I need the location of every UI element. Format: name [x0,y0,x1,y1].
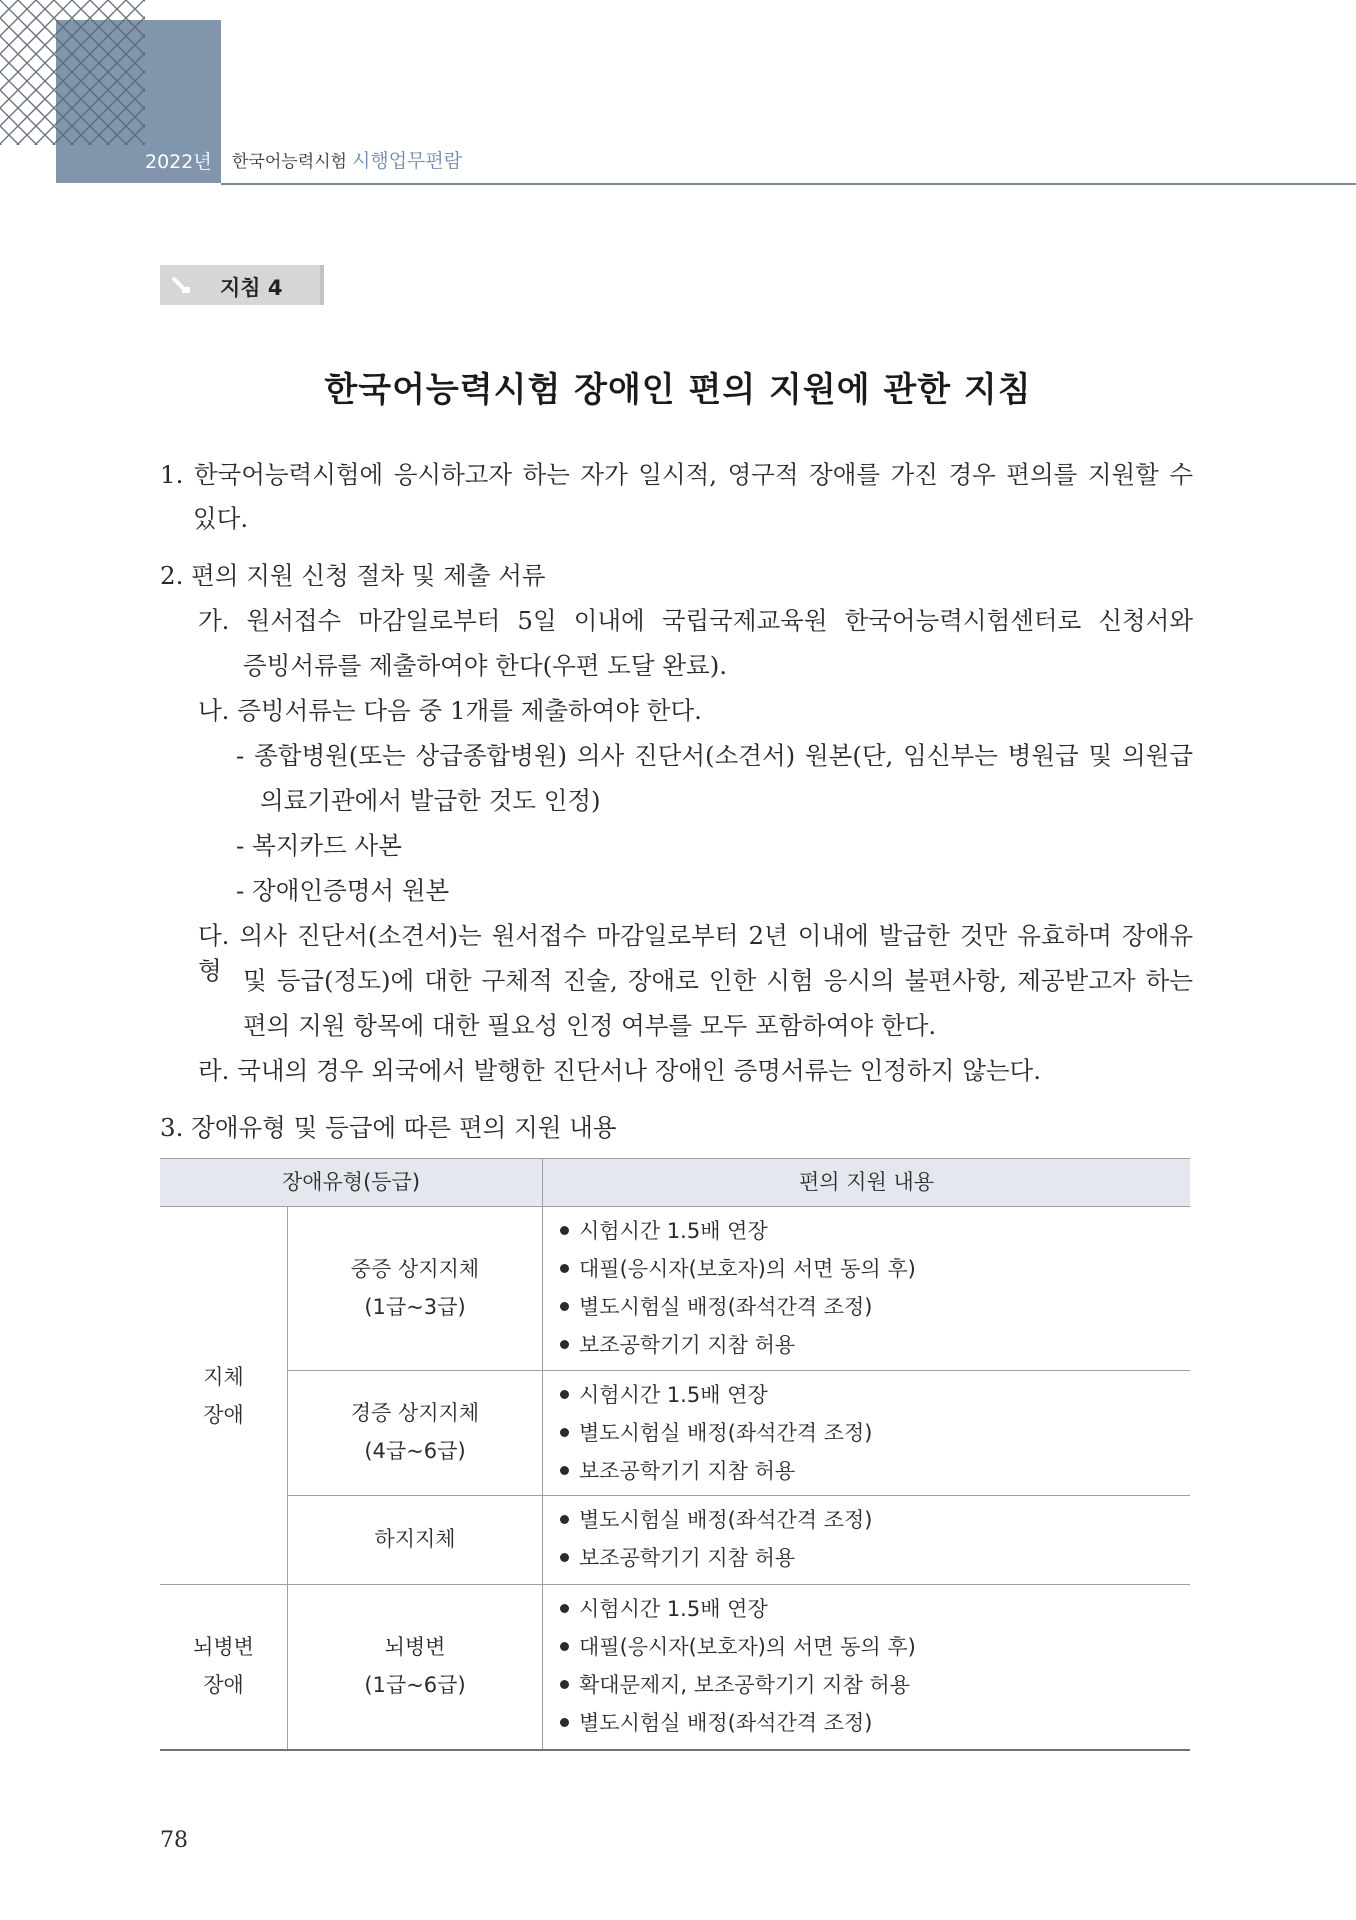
bullet-icon [560,1515,569,1524]
bullet-icon [560,1680,569,1689]
section-2-title: 2. 편의 지원 신청 절차 및 제출 서류 [160,561,546,590]
bullet-icon [560,1226,569,1235]
section-2-na-dash-3: - 장애인증명서 원본 [236,876,450,905]
bullet-icon [560,1718,569,1727]
group-2-label-line-2: 장애 [203,1673,244,1697]
row-2-subtype [288,1394,542,1470]
list-item: 시험시간 1.5배 연장 [560,1212,916,1250]
list-item: 별도시험실 배정(좌석간격 조정) [560,1414,872,1452]
guideline-tag [160,265,324,305]
table-column-divider [542,1158,543,1751]
bullet-icon [560,1642,569,1651]
list-item: 별도시험실 배정(좌석간격 조정) [560,1704,916,1742]
row-3-support-list [560,1501,872,1577]
bullet-icon [560,1390,569,1399]
row-divider-1 [287,1370,1190,1371]
section-2-da-line-3: 편의 지원 항목에 대한 필요성 인정 여부를 모두 포함하여야 한다. [243,1011,937,1040]
corner-arrow-icon [170,275,192,295]
list-item: 시험시간 1.5배 연장 [560,1590,916,1628]
group-1-label-line-1: 지체 [203,1365,244,1389]
list-item: 보조공학기기 지참 허용 [560,1326,916,1364]
bullet-icon [560,1302,569,1311]
list-item: 대필(응시자(보호자)의 서면 동의 후) [560,1628,916,1666]
support-table [160,1158,1190,1751]
list-item: 보조공학기기 지참 허용 [560,1452,872,1490]
row-1-subtype-line-2: (1급~3급) [364,1295,466,1319]
group-brain-lesion-disability [160,1628,287,1704]
list-item: 대필(응시자(보호자)의 서면 동의 후) [560,1250,916,1288]
group-physical-disability [160,1358,287,1434]
row-1-support-list [560,1212,916,1364]
group-divider [160,1584,1190,1585]
guideline-tag-label: 지침 4 [220,276,283,300]
section-2-ra: 라. 국내의 경우 외국에서 발행한 진단서나 장애인 증명서류는 인정하지 않는다. [198,1056,1042,1085]
row-1-subtype [288,1250,542,1326]
header-title: 한국어능력시험 [232,152,347,172]
section-2-na-dash-1-line-1: - 종합병원(또는 상급종합병원) 의사 진단서(소견서) 원본(단, 임신부는 병원급 및 의원급 [236,741,1193,770]
row-divider-2 [287,1495,1190,1496]
bullet-icon [560,1340,569,1349]
section-2-ga-line-2: 증빙서류를 제출하여야 한다(우편 도달 완료). [243,651,728,680]
bullet-icon [560,1264,569,1273]
document-title: 한국어능력시험 장애인 편의 지원에 관한 지침 [324,370,1032,410]
row-4-subtype-line-1: 뇌병변 [384,1635,446,1659]
section-1-line-2: 있다. [193,504,249,533]
list-item: 보조공학기기 지참 허용 [560,1539,872,1577]
header-year: 2022년 [145,151,212,173]
bullet-icon [560,1466,569,1475]
header-rule [221,183,1356,185]
section-3-title: 3. 장애유형 및 등급에 따른 편의 지원 내용 [160,1113,617,1142]
row-4-support-list [560,1590,916,1742]
section-2-na-dash-1-line-2: 의료기관에서 발급한 것도 인정) [260,786,601,815]
bullet-icon [560,1553,569,1562]
table-header-type: 장애유형(등급) [281,1170,421,1194]
row-3-subtype: 하지지체 [374,1527,456,1551]
section-2-da-line-1: 다. 의사 진단서(소견서)는 원서접수 마감일로부터 2년 이내에 발급한 것만 유효하며 장애유형 [198,921,1193,985]
section-2-ga-line-1: 가. 원서접수 마감일로부터 5일 이내에 국립국제교육원 한국어능력시험센터로 신청서와 [198,606,1193,635]
list-item: 확대문제지, 보조공학기기 지참 허용 [560,1666,916,1704]
section-2-na-dash-2: - 복지카드 사본 [236,831,402,860]
row-2-subtype-line-1: 경증 상지지체 [350,1401,480,1425]
group-2-label-line-1: 뇌병변 [193,1635,254,1659]
row-4-subtype [288,1628,542,1704]
bullet-icon [560,1604,569,1613]
header-subtitle: 시행업무편람 [352,150,463,172]
section-2-da-line-2: 및 등급(정도)에 대한 구체적 진술, 장애로 인한 시험 응시의 불편사항, 제공받고자 하는 [243,966,1193,995]
table-header-border [160,1206,1190,1207]
section-1-line-1: 1. 한국어능력시험에 응시하고자 하는 자가 일시적, 영구적 장애를 가진 경우 편의를 지원할 수 [160,460,1193,489]
list-item: 별도시험실 배정(좌석간격 조정) [560,1501,872,1539]
row-2-support-list [560,1376,872,1490]
group-1-label-line-2: 장애 [203,1403,244,1427]
row-4-subtype-line-2: (1급~6급) [364,1673,466,1697]
row-2-subtype-line-2: (4급~6급) [364,1439,466,1463]
header-crosshatch-overlay [56,20,145,145]
row-1-subtype-line-1: 중증 상지지체 [350,1257,480,1281]
list-item: 시험시간 1.5배 연장 [560,1376,872,1414]
table-bottom-border [160,1749,1190,1751]
bullet-icon [560,1428,569,1437]
section-2-na: 나. 증빙서류는 다음 중 1개를 제출하여야 한다. [198,696,702,725]
table-header-support: 편의 지원 내용 [798,1170,935,1194]
list-item: 별도시험실 배정(좌석간격 조정) [560,1288,916,1326]
page-number: 78 [160,1828,188,1853]
